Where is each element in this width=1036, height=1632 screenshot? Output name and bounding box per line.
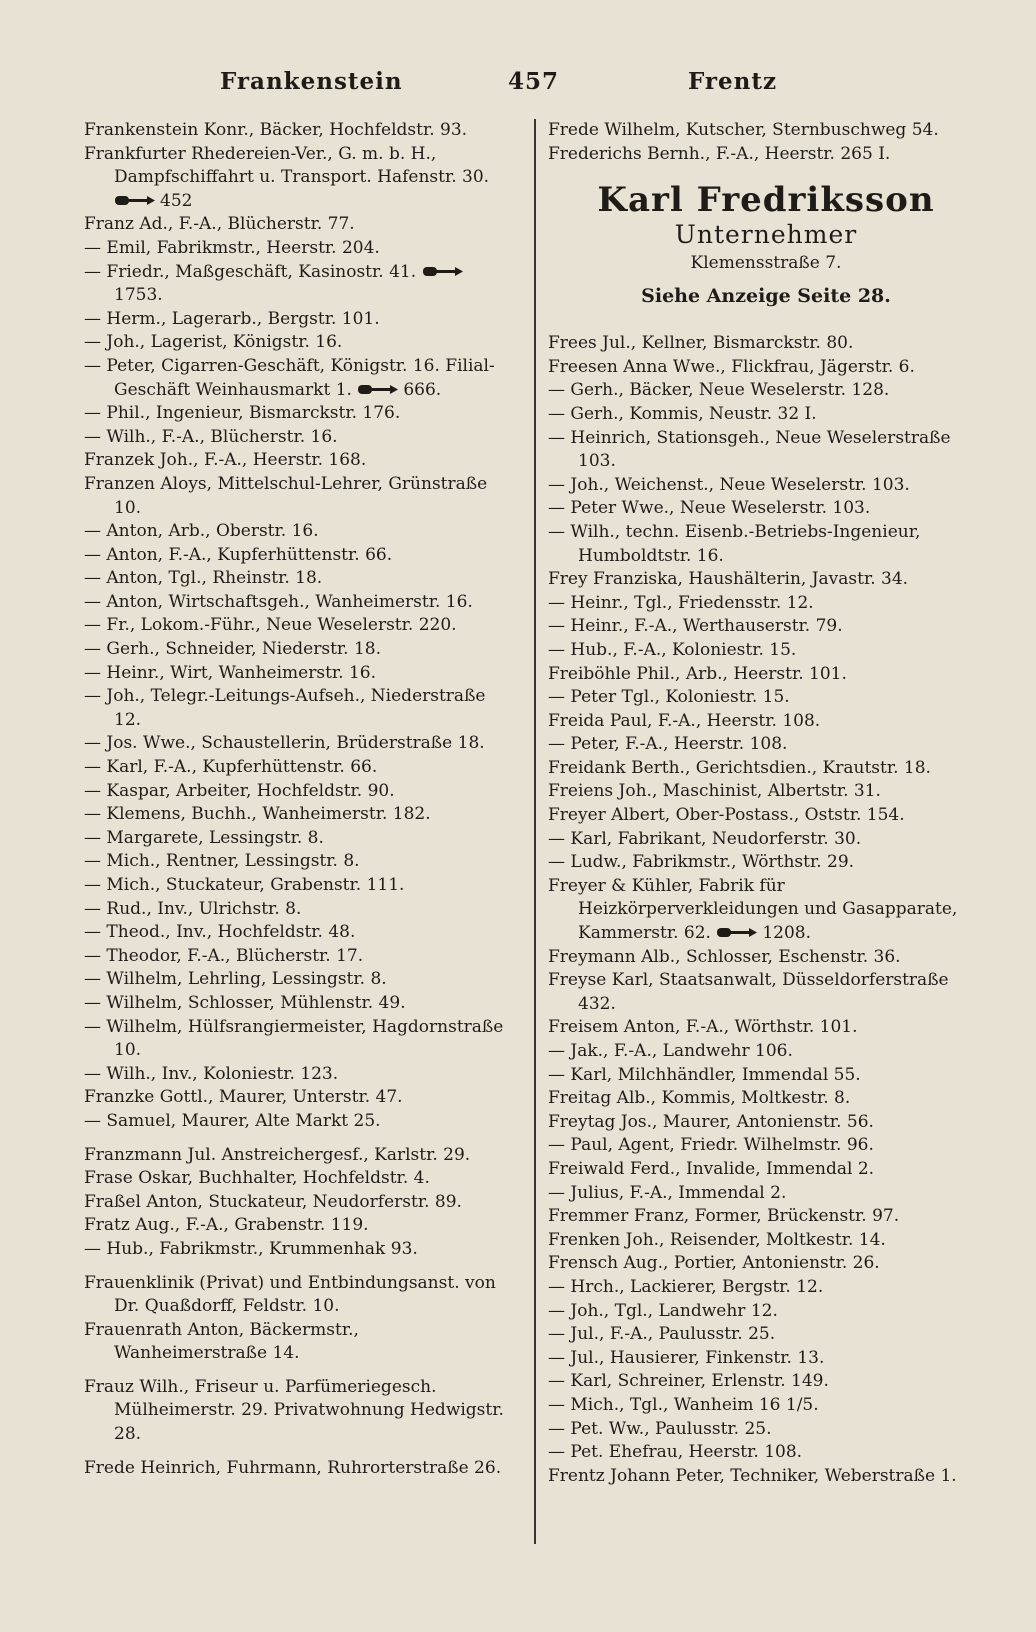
entry-text: — Anton, F.-A., Kupferhüttenstr. 66. (84, 544, 393, 565)
directory-entry (84, 449, 514, 473)
entry-text: Frankenstein Konr., Bäcker, Hochfeldstr. 93. (84, 120, 468, 140)
directory-entry (548, 356, 984, 380)
entry-text: — Peter Tgl., Koloniestr. 15. (548, 687, 790, 708)
directory-entry (84, 355, 514, 402)
entry-text: Franzmann Jul. Anstreichergesf., Karlstr. 29. (84, 1144, 471, 1165)
entry-text: — Kaspar, Arbeiter, Hochfeldstr. 90. (84, 780, 395, 801)
entry-text: — Joh., Weichenst., Neue Weselerstr. 103. (548, 474, 910, 495)
directory-entry (84, 237, 514, 261)
phone-number: 452 (160, 190, 193, 211)
entry-text: — Peter, F.-A., Heerstr. 108. (548, 734, 788, 755)
directory-entry (84, 119, 514, 143)
directory-entry (548, 1418, 984, 1442)
entry-text: — Theodor, F.-A., Blücherstr. 17. (84, 945, 364, 966)
directory-entry (548, 119, 984, 143)
entry-text: — Jul., F.-A., Paulusstr. 25. (548, 1324, 776, 1345)
entry-text: — Jos. Wwe., Schaustellerin, Brüderstraße 18. (84, 733, 485, 754)
directory-entry (548, 1016, 984, 1040)
directory-entry (84, 1144, 514, 1168)
directory-entry (84, 614, 514, 638)
directory-entry (548, 1252, 984, 1276)
entry-text: — Jul., Hausierer, Finkenstr. 13. (548, 1347, 825, 1368)
directory-entry (548, 710, 984, 734)
entry-text: Freida Paul, F.-A., Heerstr. 108. (548, 710, 821, 731)
directory-entry (84, 567, 514, 591)
phone-number: 1208. (762, 923, 811, 944)
directory-entry (548, 1087, 984, 1111)
entry-text: Freidank Berth., Gerichtsdien., Krautstr. 18. (548, 757, 931, 778)
directory-entry (84, 732, 514, 756)
directory-entry (84, 1086, 514, 1110)
entry-text: Freiens Joh., Maschinist, Albertstr. 31. (548, 781, 881, 802)
directory-entry (84, 331, 514, 355)
directory-entry (548, 1394, 984, 1418)
telephone-icon (422, 265, 464, 278)
directory-entry (84, 520, 514, 544)
entry-text: — Paul, Agent, Friedr. Wilhelmstr. 96. (548, 1135, 874, 1156)
directory-entry (548, 615, 984, 639)
entry-text: — Fr., Lokom.-Führ., Neue Weselerstr. 220. (84, 615, 457, 636)
directory-entry (548, 1300, 984, 1324)
entry-text: — Joh., Telegr.-Leitungs-Aufseh., Niederstraße 12. (84, 686, 486, 730)
entry-text: — Mich., Tgl., Wanheim 16 1/5. (548, 1394, 819, 1415)
directory-entry (548, 1040, 984, 1064)
directory-entry (548, 592, 984, 616)
entry-text: Freyer & Kühler, Fabrik für Heizkörperverkleidungen und Gasapparate, Kammerstr. 62. (548, 875, 958, 944)
directory-entry (548, 757, 984, 781)
entry-text: Fratz Aug., F.-A., Grabenstr. 119. (84, 1215, 369, 1236)
directory-entry (84, 874, 514, 898)
directory-entry (84, 1016, 514, 1063)
ad-profession: Unternehmer (674, 220, 858, 250)
directory-entry (548, 497, 984, 521)
entry-text: Fremmer Franz, Former, Brückenstr. 97. (548, 1206, 900, 1227)
directory-entry (84, 1272, 514, 1319)
entry-text: — Gerh., Kommis, Neustr. 32 I. (548, 403, 817, 424)
directory-entry (84, 921, 514, 945)
directory-entry (548, 969, 984, 1016)
directory-entry (84, 402, 514, 426)
entry-text: — Pet. Ww., Paulusstr. 25. (548, 1418, 772, 1439)
entry-text: Freisem Anton, F.-A., Wörthstr. 101. (548, 1017, 858, 1038)
entry-text: — Peter, Cigarren-Geschäft, Königstr. 16. Filial-Geschäft Weinhausmarkt 1. (84, 355, 495, 400)
page-number: 457 (508, 68, 560, 95)
directory-entry (84, 685, 514, 732)
entry-text: Franz Ad., F.-A., Blücherstr. 77. (84, 214, 355, 235)
entry-text: Frankfurter Rhedereien-Ver., G. m. b. H., Dampfschiffahrt u. Transport. Hafenstr. 30. (84, 143, 490, 188)
directory-entry (548, 1134, 984, 1158)
directory-entry (548, 1465, 984, 1489)
entry-text: Frase Oskar, Buchhalter, Hochfeldstr. 4. (84, 1168, 430, 1189)
directory-entry (84, 426, 514, 450)
entry-text: — Anton, Tgl., Rheinstr. 18. (84, 568, 323, 589)
entry-text: — Jak., F.-A., Landwehr 106. (548, 1041, 793, 1061)
directory-entry (84, 1319, 514, 1366)
entry-text: — Anton, Arb., Oberstr. 16. (84, 521, 319, 542)
entry-text: — Wilh., F.-A., Blücherstr. 16. (84, 426, 338, 447)
right-column-bottom (548, 332, 984, 1488)
entry-text: Frentz Johann Peter, Techniker, Weberstraße 1. (548, 1465, 957, 1486)
entry-text: — Wilhelm, Hülfsrangiermeister, Hagdornstraße 10. (84, 1016, 504, 1061)
entry-text: — Wilhelm, Schlosser, Mühlenstr. 49. (84, 992, 406, 1013)
directory-entry (84, 1214, 514, 1238)
entry-text: — Margarete, Lessingstr. 8. (84, 827, 324, 848)
directory-entry (548, 1347, 984, 1371)
entry-text: — Wilhelm, Lehrling, Lessingstr. 8. (84, 969, 387, 990)
entry-text: Freyer Albert, Ober-Postass., Oststr. 154. (548, 805, 905, 826)
entry-text: — Phil., Ingenieur, Bismarckstr. 176. (84, 403, 401, 424)
entry-text: — Heinr., F.-A., Werthauserstr. 79. (548, 616, 843, 637)
directory-entry (548, 639, 984, 663)
running-head-left: Frankenstein (220, 68, 403, 95)
entry-text: — Rud., Inv., Ulrichstr. 8. (84, 898, 302, 919)
entry-text: — Heinrich, Stationsgeh., Neue Weselerstraße 103. (548, 427, 951, 472)
directory-entry (548, 1064, 984, 1088)
directory-entry (548, 568, 984, 592)
entry-text: Freyse Karl, Staatsanwalt, Düsseldorferstraße 432. (548, 970, 949, 1014)
entry-text: Freesen Anna Wwe., Flickfrau, Jägerstr. 6. (548, 356, 915, 377)
directory-entry (84, 1167, 514, 1191)
directory-entry (548, 804, 984, 828)
entry-text: — Samuel, Maurer, Alte Markt 25. (84, 1110, 381, 1131)
entry-text: Freiwald Ferd., Invalide, Immendal 2. (548, 1158, 875, 1179)
directory-entry (548, 521, 984, 568)
directory-entry (548, 474, 984, 498)
entry-text: Frauenklinik (Privat) und Entbindungsanst. von Dr. Quaßdorff, Feldstr. 10. (84, 1272, 496, 1317)
directory-entry (548, 663, 984, 687)
directory-entry (548, 780, 984, 804)
entry-text: — Anton, Wirtschaftsgeh., Wanheimerstr. 16. (84, 591, 473, 612)
directory-entry (548, 828, 984, 852)
entry-text: Fraßel Anton, Stuckateur, Neudorferstr. 89. (84, 1191, 462, 1212)
directory-entry (548, 1323, 984, 1347)
directory-entry (548, 1276, 984, 1300)
entry-text: — Joh., Tgl., Landwehr 12. (548, 1300, 778, 1321)
directory-entry (548, 427, 984, 474)
directory-entry (548, 332, 984, 356)
entry-text: — Heinr., Tgl., Friedensstr. 12. (548, 592, 814, 613)
directory-entry (84, 1238, 514, 1262)
directory-entry (84, 1457, 514, 1481)
entry-text: — Hub., F.-A., Koloniestr. 15. (548, 639, 797, 660)
directory-entry (548, 379, 984, 403)
entry-text: — Karl, F.-A., Kupferhüttenstr. 66. (84, 757, 378, 778)
directory-entry (548, 403, 984, 427)
running-head-right: Frentz (688, 68, 778, 95)
telephone-icon (114, 194, 156, 207)
directory-entry (84, 308, 514, 332)
directory-entry (548, 1229, 984, 1253)
directory-entry (84, 1110, 514, 1134)
entry-text: Franzke Gottl., Maurer, Unterstr. 47. (84, 1087, 403, 1108)
directory-entry (84, 1191, 514, 1215)
directory-entry (84, 1063, 514, 1087)
column-divider (534, 119, 536, 1544)
entry-text: — Joh., Lagerist, Königstr. 16. (84, 332, 343, 353)
entry-text: — Klemens, Buchh., Wanheimerstr. 182. (84, 804, 431, 825)
directory-entry (84, 968, 514, 992)
entry-text: Frauz Wilh., Friseur u. Parfümeriegesch. Mülheimerstr. 29. Privatwohnung Hedwigstr. 28. (84, 1376, 504, 1445)
entry-text: — Wilh., Inv., Koloniestr. 123. (84, 1063, 339, 1084)
directory-entry (84, 756, 514, 780)
directory-entry (84, 544, 514, 568)
entry-text: — Theod., Inv., Hochfeldstr. 48. (84, 922, 356, 943)
telephone-icon (716, 926, 758, 939)
directory-entry (84, 591, 514, 615)
entry-text: — Herm., Lagerarb., Bergstr. 101. (84, 308, 380, 329)
directory-entry (84, 898, 514, 922)
right-column-top (548, 119, 984, 166)
entry-text: — Gerh., Schneider, Niederstr. 18. (84, 639, 382, 660)
directory-entry (548, 686, 984, 710)
entry-text: — Friedr., Maßgeschäft, Kasinostr. 41. (84, 261, 417, 282)
entry-text: — Mich., Rentner, Lessingstr. 8. (84, 851, 360, 872)
right-column (548, 119, 984, 1604)
directory-entry (84, 213, 514, 237)
entry-text: Frauenrath Anton, Bäckermstr., Wanheimerstraße 14. (84, 1319, 359, 1364)
ad-see-reference: Siehe Anzeige Seite 28. (641, 285, 891, 308)
entry-text: Freymann Alb., Schlosser, Eschenstr. 36. (548, 946, 901, 967)
entry-text: Frederichs Bernh., F.-A., Heerstr. 265 I. (548, 143, 891, 164)
directory-entry (548, 1205, 984, 1229)
directory-entry (84, 850, 514, 874)
directory-entry (548, 1111, 984, 1135)
directory-entry (84, 638, 514, 662)
entry-text: Frey Franziska, Haushälterin, Javastr. 34. (548, 569, 909, 590)
entry-text: Freiböhle Phil., Arb., Heerstr. 101. (548, 663, 847, 684)
advertisement (548, 180, 984, 316)
directory-entry (84, 1376, 514, 1447)
directory-entry (84, 473, 514, 520)
directory-entry (84, 827, 514, 851)
directory-entry (84, 261, 514, 308)
entry-text: Frede Wilhelm, Kutscher, Sternbuschweg 54. (548, 120, 939, 140)
entry-text: Franzen Aloys, Mittelschul-Lehrer, Grünstraße 10. (84, 473, 488, 518)
entry-text: — Hub., Fabrikmstr., Krummenhak 93. (84, 1238, 418, 1259)
phone-number: 1753. (114, 285, 163, 306)
directory-entry (548, 875, 984, 946)
entry-text: — Pet. Ehefrau, Heerstr. 108. (548, 1442, 803, 1463)
entry-text: Frensch Aug., Portier, Antonienstr. 26. (548, 1253, 880, 1274)
entry-text: Frede Heinrich, Fuhrmann, Ruhrorterstraße 26. (84, 1457, 502, 1478)
directory-entry (548, 733, 984, 757)
directory-entry (548, 1441, 984, 1465)
entry-text: — Gerh., Bäcker, Neue Weselerstr. 128. (548, 380, 890, 401)
entry-text: — Ludw., Fabrikmstr., Wörthstr. 29. (548, 852, 855, 873)
entry-text: Freytag Jos., Maurer, Antonienstr. 56. (548, 1111, 874, 1132)
entry-text: — Mich., Stuckateur, Grabenstr. 111. (84, 875, 405, 895)
directory-entry (548, 1182, 984, 1206)
entry-text: Freitag Alb., Kommis, Moltkestr. 8. (548, 1088, 851, 1109)
directory-entry (548, 946, 984, 970)
directory-entry (548, 143, 984, 167)
entry-text: — Peter Wwe., Neue Weselerstr. 103. (548, 498, 871, 519)
entry-text: — Heinr., Wirt, Wanheimerstr. 16. (84, 662, 377, 683)
entry-text: — Julius, F.-A., Immendal 2. (548, 1182, 787, 1203)
directory-entry (84, 662, 514, 686)
directory-entry (84, 780, 514, 804)
entry-text: Frenken Joh., Reisender, Moltkestr. 14. (548, 1229, 886, 1250)
directory-entry (548, 1158, 984, 1182)
ad-address: Klemensstraße 7. (690, 253, 842, 274)
directory-entry (84, 992, 514, 1016)
entry-text: — Karl, Fabrikant, Neudorferstr. 30. (548, 828, 862, 849)
ad-name: Karl Fredriksson (597, 180, 935, 221)
telephone-icon (357, 383, 399, 396)
entry-text: Franzek Joh., F.-A., Heerstr. 168. (84, 450, 367, 471)
entry-text: — Wilh., techn. Eisenb.-Betriebs-Ingenieur, Humboldtstr. 16. (548, 521, 921, 566)
entry-text: — Emil, Fabrikmstr., Heerstr. 204. (84, 237, 380, 258)
entry-text: Frees Jul., Kellner, Bismarckstr. 80. (548, 333, 854, 354)
directory-entry (84, 803, 514, 827)
entry-text: — Hrch., Lackierer, Bergstr. 12. (548, 1276, 824, 1297)
directory-entry (548, 1370, 984, 1394)
left-column (84, 119, 514, 1604)
directory-entry (84, 945, 514, 969)
entry-text: — Karl, Milchhändler, Immendal 55. (548, 1064, 861, 1085)
directory-entry (548, 851, 984, 875)
directory-entry (84, 143, 514, 214)
phone-number: 666. (403, 379, 442, 400)
entry-text: — Karl, Schreiner, Erlenstr. 149. (548, 1371, 829, 1392)
